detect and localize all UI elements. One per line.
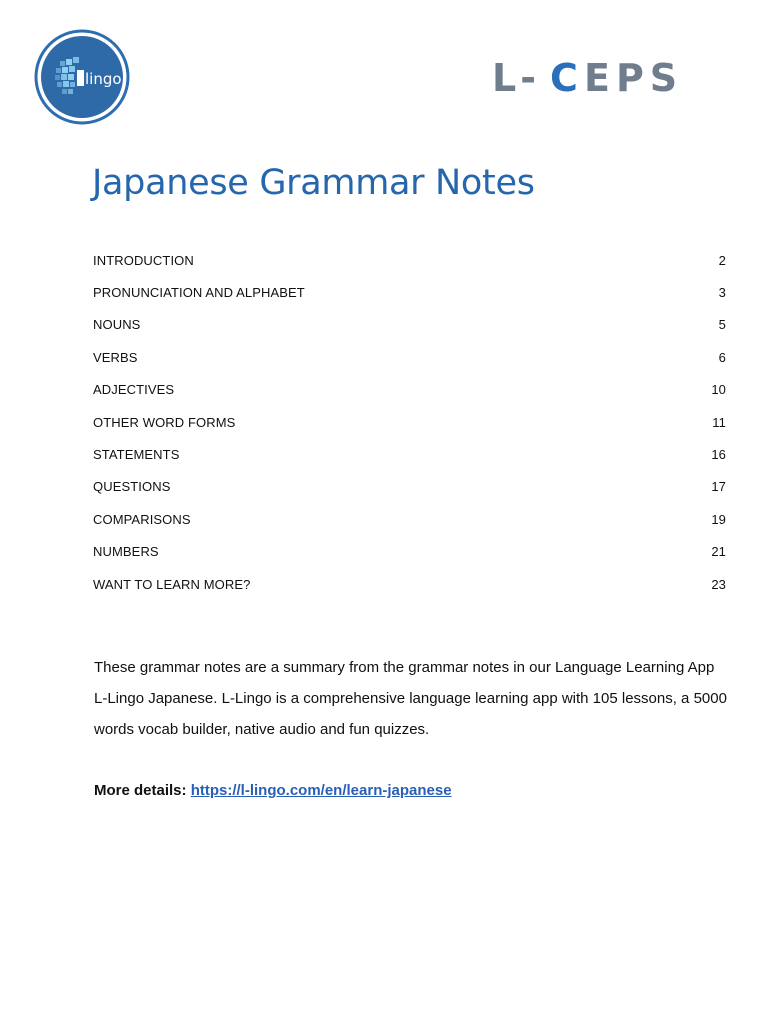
toc-label: ADJECTIVES — [93, 382, 175, 398]
toc-row[interactable] — [93, 503, 726, 535]
svg-text:C: C — [550, 58, 582, 98]
toc-row[interactable] — [93, 276, 726, 308]
intro-paragraph: These grammar notes are a summary from the grammar notes in our Language Learning App L-Lingo Japanese. L-Lingo is a comprehensive language learning app with 105 lessons, a 5000 words vocab builder, native audio and fun quizzes. — [94, 659, 727, 738]
more-details — [94, 775, 452, 806]
toc-label: OTHER WORD FORMS — [93, 414, 236, 430]
svg-text:L-: L- — [492, 58, 540, 98]
toc-page: 6 — [718, 349, 726, 365]
lceps-logo-icon — [492, 58, 710, 98]
svg-text:EPS: EPS — [584, 58, 684, 98]
toc-label: WANT TO LEARN MORE? — [93, 576, 251, 592]
lingo-logo-icon — [34, 29, 130, 125]
toc-label: STATEMENTS — [93, 447, 180, 463]
toc-page: 11 — [712, 414, 726, 430]
toc-label: QUESTIONS — [93, 479, 171, 495]
toc-label: PRONUNCIATION AND ALPHABET — [93, 285, 305, 301]
table-of-contents — [93, 244, 726, 600]
lingo-logo — [34, 29, 130, 125]
toc-row[interactable] — [93, 244, 726, 276]
toc-label: NOUNS — [93, 317, 141, 333]
toc-page: 21 — [711, 544, 726, 560]
toc-row[interactable] — [93, 471, 726, 503]
toc-row[interactable] — [93, 341, 726, 373]
toc-page: 5 — [718, 317, 726, 333]
toc-page: 16 — [711, 447, 726, 463]
toc-label: INTRODUCTION — [93, 252, 194, 268]
learn-japanese-link[interactable]: https://l-lingo.com/en/learn-japanese — [190, 782, 452, 799]
toc-page: 2 — [718, 252, 726, 268]
toc-page: 19 — [711, 511, 726, 527]
toc-row[interactable] — [93, 536, 726, 568]
toc-page: 23 — [711, 576, 726, 592]
toc-page: 3 — [718, 285, 726, 301]
toc-page: 17 — [711, 479, 726, 495]
toc-page: 10 — [711, 382, 726, 398]
svg-text:lingo: lingo — [85, 70, 122, 88]
toc-row[interactable] — [93, 568, 726, 600]
more-details-label: More details: — [94, 782, 191, 799]
toc-row[interactable] — [93, 406, 726, 438]
toc-row[interactable] — [93, 374, 726, 406]
toc-label: VERBS — [93, 349, 138, 365]
toc-row[interactable] — [93, 309, 726, 341]
lceps-logo — [492, 58, 710, 98]
toc-label: COMPARISONS — [93, 511, 191, 527]
toc-label: NUMBERS — [93, 544, 159, 560]
page-title: Japanese Grammar Notes — [92, 163, 535, 203]
toc-row[interactable] — [93, 438, 726, 470]
